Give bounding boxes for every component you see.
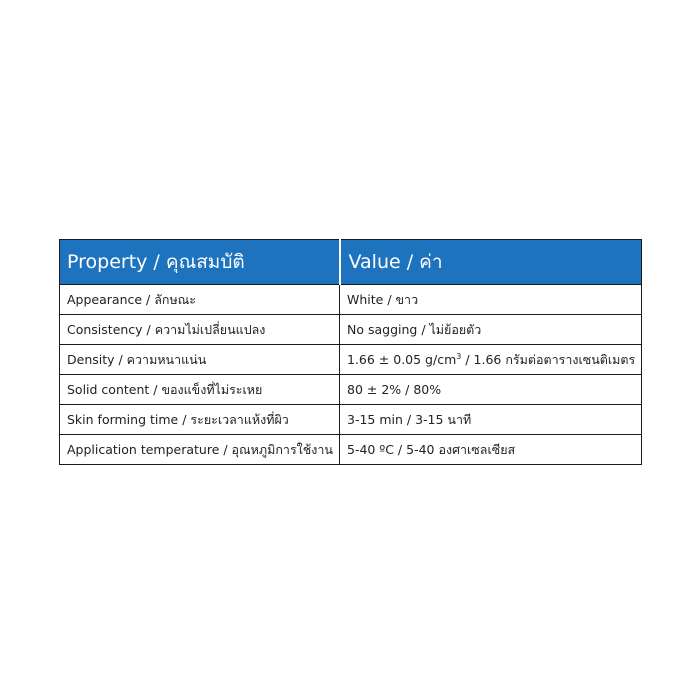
table-row: [60, 285, 642, 315]
table-row: [60, 345, 642, 375]
property-cell: Solid content / ของแข็งที่ไม่ระเหย: [60, 375, 340, 405]
value-cell: 5-40 ºC / 5-40 องศาเซลเซียส: [340, 435, 642, 465]
value-cell: White / ขาว: [340, 285, 642, 315]
table-row: [60, 435, 642, 465]
header-row: [60, 240, 642, 285]
value-cell: 3-15 min / 3-15 นาที: [340, 405, 642, 435]
value-cell: No sagging / ไม่ย้อยตัว: [340, 315, 642, 345]
property-cell: Skin forming time / ระยะเวลาแห้งที่ผิว: [60, 405, 340, 435]
property-cell: Density / ความหนาแน่น: [60, 345, 340, 375]
value-text: 1.66 ± 0.05 g/cm: [347, 351, 457, 367]
header-value: Value / ค่า: [340, 240, 642, 285]
value-cell: 80 ± 2% / 80%: [340, 375, 642, 405]
value-cell: [340, 345, 642, 375]
table-row: [60, 375, 642, 405]
table-row: [60, 405, 642, 435]
property-cell: Application temperature / อุณหภูมิการใช้งาน: [60, 435, 340, 465]
value-text-suffix: / 1.66 กรัมต่อตารางเซนติเมตร: [461, 351, 636, 367]
table-header: [60, 240, 642, 285]
table-body: [60, 285, 642, 465]
property-cell: Consistency / ความไม่เปลี่ยนแปลง: [60, 315, 340, 345]
header-property: Property / คุณสมบัติ: [60, 240, 340, 285]
table-row: [60, 315, 642, 345]
property-cell: Appearance / ลักษณะ: [60, 285, 340, 315]
value-superscript: 3: [456, 351, 462, 361]
properties-table: [59, 239, 642, 465]
